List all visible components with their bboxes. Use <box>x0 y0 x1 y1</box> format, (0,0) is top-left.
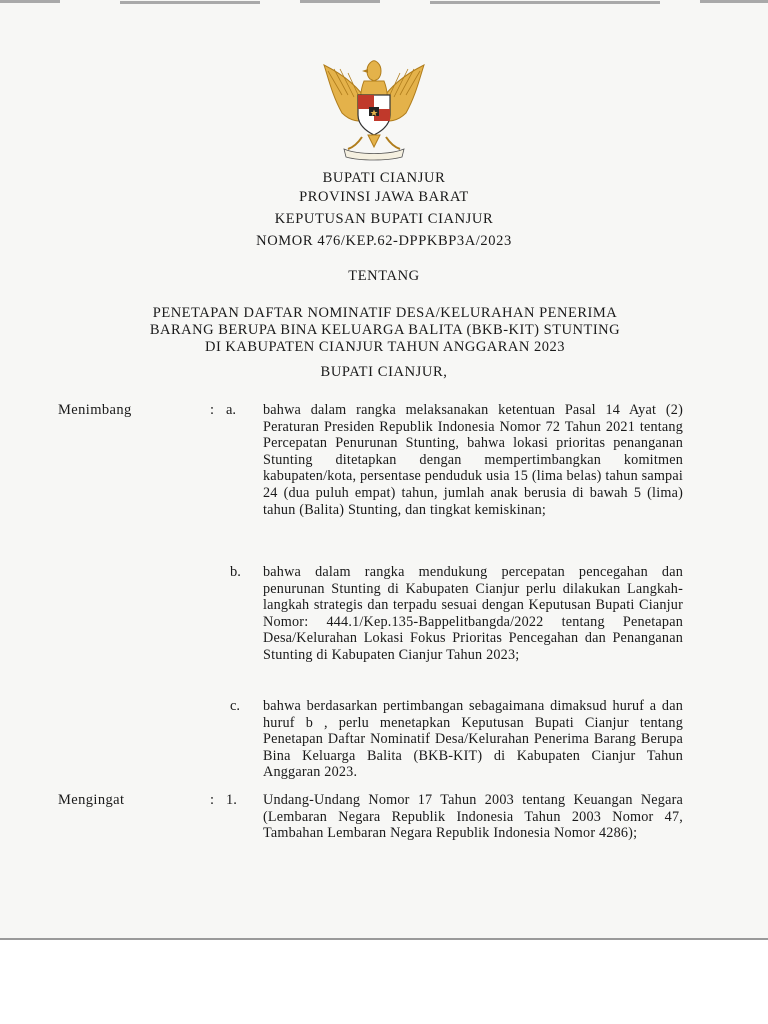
consideration-marker-b: b. <box>230 564 241 580</box>
menimbang-label: Menimbang <box>58 402 132 418</box>
issuer-name: BUPATI CIANJUR <box>322 170 446 186</box>
decree-subject-line: BARANG BERUPA BINA KELUARGA BALITA (BKB-KIT) STUNTING <box>149 322 621 338</box>
consideration-c-text: bahwa berdasarkan pertimbangan sebagaimana dimaksud huruf a dan huruf b , perlu menetapkan Keputusan Bupati Cianjur tentang Penetapan Daftar Nominatif Desa/Kelurahan Penerima Barang Berupa Bina Keluarga Balita (BKB-KIT) di Kabupaten Cianjur Tahun Anggaran 2023. <box>263 698 683 781</box>
decree-subject <box>60 305 710 356</box>
consideration-a-text: bahwa dalam rangka melaksanakan ketentuan Pasal 14 Ayat (2) Peraturan Presiden Republik Indonesia Nomor 72 Tahun 2021 tentang Percepatan Penurunan Stunting, bahwa lokasi prioritas penanganan Stunting ditetapkan dengan mempertimbangkan komitmen kabupaten/kota, persentase penduduk usia 15 (lima belas) tahun sampai 24 (dua puluh empat) tahun, jumlah anak berusia di bawah 5 (lima) tahun (Balita) Stunting, dan tingkat kemiskinan; <box>263 402 683 518</box>
tentang-heading: TENTANG <box>348 268 420 284</box>
authority-heading: BUPATI CIANJUR, <box>320 364 448 380</box>
decree-subject-line: PENETAPAN DAFTAR NOMINATIF DESA/KELURAHAN PENERIMA <box>152 305 618 321</box>
consideration-b-text: bahwa dalam rangka mendukung percepatan pencegahan dan penurunan Stunting di Kabupaten Cianjur perlu dilakukan Langkah-langkah strategis dan terpadu sesuai dengan Keputusan Bupati Cianjur Nomor: 444.1/Kep.135-Bappelitbangda/2022 tentang Penetapan Desa/Kelurahan Lokasi Fokus Prioritas Pencegahan dan Penanganan Stunting di Kabupaten Cianjur Tahun 2023; <box>263 564 683 663</box>
consideration-marker-c: c. <box>230 698 241 714</box>
issuer-province: PROVINSI JAWA BARAT <box>299 189 469 205</box>
legal-basis-marker-1: 1. <box>226 792 237 808</box>
consideration-marker-a: a. <box>226 402 237 418</box>
scan-edge-noise <box>0 0 768 8</box>
garuda-pancasila-emblem-icon <box>318 55 430 163</box>
decree-title: KEPUTUSAN BUPATI CIANJUR <box>274 211 494 227</box>
decree-number: NOMOR 476/KEP.62-DPPKBP3A/2023 <box>256 233 512 249</box>
mengingat-label: Mengingat <box>58 792 125 808</box>
legal-basis-1-text: Undang-Undang Nomor 17 Tahun 2003 tentang Keuangan Negara (Lembaran Negara Republik Indonesia Tahun 2003 Nomor 47, Tambahan Lembaran Negara Republik Indonesia Nomor 4286); <box>263 792 683 842</box>
decree-subject-line: DI KABUPATEN CIANJUR TAHUN ANGGARAN 2023 <box>204 339 565 355</box>
menimbang-colon: : <box>210 402 215 418</box>
mengingat-colon: : <box>210 792 215 808</box>
